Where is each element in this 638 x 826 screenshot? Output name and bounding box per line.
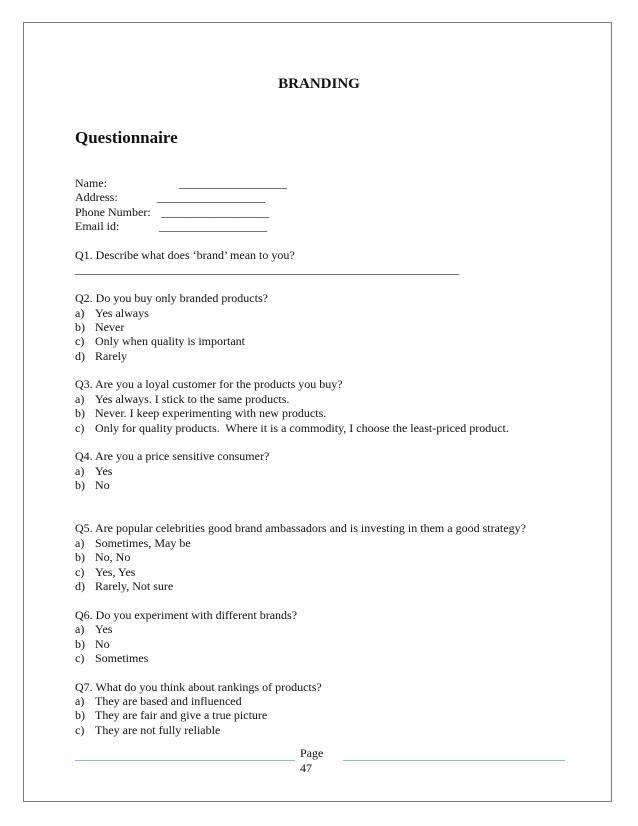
q1-answer-line[interactable]: ________________________________________________________________ [75,262,459,277]
option-label: Only for quality products. Where it is a commodity, I choose the least-priced product. [95,420,509,435]
document-title: BRANDING [278,76,360,92]
q6-option-b[interactable] [75,637,526,651]
option-label: Yes, Yes [95,564,136,579]
q2-option-c[interactable] [75,334,526,348]
option-label: Rarely [95,348,127,363]
q3-option-b[interactable] [75,406,526,420]
questionnaire-heading: Questionnaire [75,128,178,147]
q3-text: Q3. Are you a loyal customer for the products you buy? [75,377,343,392]
option-letter: b) [75,406,85,421]
option-label: Only when quality is important [95,334,245,349]
q4-option-a[interactable] [75,464,526,478]
email-blank[interactable]: __________________ [159,219,267,234]
option-letter: b) [75,550,85,565]
option-letter: a) [75,694,85,709]
option-label: They are fair and give a true picture [95,708,268,723]
q6-option-c[interactable] [75,651,526,665]
name-label: Name: [75,176,107,190]
option-label: No, No [95,550,131,565]
option-letter: a) [75,622,85,637]
q7-text: Q7. What do you think about rankings of products? [75,679,322,694]
address-blank[interactable]: __________________ [157,190,265,205]
option-letter: b) [75,708,85,723]
page-number: 47 [300,761,312,775]
option-label: Sometimes, May be [95,535,191,550]
address-field-row [75,190,526,204]
phone-field-row [75,205,526,219]
q5-option-d[interactable] [75,579,526,593]
q7-option-c[interactable] [75,723,526,737]
option-letter: c) [75,722,85,737]
option-letter: d) [75,348,85,363]
option-letter: b) [75,636,85,651]
option-letter: b) [75,478,85,493]
option-label: Yes always. I stick to the same products. [95,391,290,406]
q1-text: Q1. Describe what does ‘brand’ mean to you? [75,247,295,262]
option-label: No [95,478,110,493]
option-label: No [95,636,110,651]
questionnaire-body [75,176,526,737]
q2-option-b[interactable] [75,320,526,334]
option-label: They are based and influenced [95,694,242,709]
option-letter: c) [75,334,85,349]
option-letter: c) [75,564,85,579]
q6-option-a[interactable] [75,622,526,636]
option-letter: a) [75,391,85,406]
q3-option-c[interactable] [75,421,526,435]
phone-blank[interactable]: __________________ [161,204,269,219]
address-label: Address: [75,190,118,205]
option-letter: a) [75,463,85,478]
option-label: Yes [95,463,113,478]
option-letter: b) [75,319,85,334]
q5-text: Q5. Are popular celebrities good brand ambassadors and is investing in them a good strategy? [75,521,526,536]
q5-option-c[interactable] [75,565,526,579]
option-label: They are not fully reliable [95,722,221,737]
option-letter: d) [75,578,85,593]
option-label: Never. I keep experimenting with new products. [95,406,327,421]
name-blank[interactable]: __________________ [179,176,287,190]
phone-label: Phone Number: [75,204,151,219]
name-field-row [75,176,526,190]
q7-option-b[interactable] [75,708,526,722]
option-label: Yes always [95,305,149,320]
q5-option-b[interactable] [75,550,526,564]
page-footer [0,744,638,784]
email-field-row [75,219,526,233]
q2-option-a[interactable] [75,306,526,320]
option-label: Never [95,319,125,334]
email-label: Email id: [75,219,120,234]
q3-option-a[interactable] [75,392,526,406]
page-number-block [300,746,323,776]
q6-text: Q6. Do you experiment with different brands? [75,607,298,622]
option-letter: c) [75,650,85,665]
page-label: Page [300,746,324,760]
q2-text: Q2. Do you buy only branded products? [75,291,268,306]
option-label: Yes [95,622,113,637]
option-label: Sometimes [95,650,149,665]
q7-option-a[interactable] [75,694,526,708]
q4-option-b[interactable] [75,478,526,492]
q5-option-a[interactable] [75,536,526,550]
q4-text: Q4. Are you a price sensitive consumer? [75,449,270,464]
option-letter: a) [75,535,85,550]
footer-rule-left [75,760,295,761]
option-letter: c) [75,420,85,435]
q2-option-d[interactable] [75,349,526,363]
option-label: Rarely, Not sure [95,578,174,593]
footer-rule-right [343,760,565,761]
option-letter: a) [75,305,85,320]
